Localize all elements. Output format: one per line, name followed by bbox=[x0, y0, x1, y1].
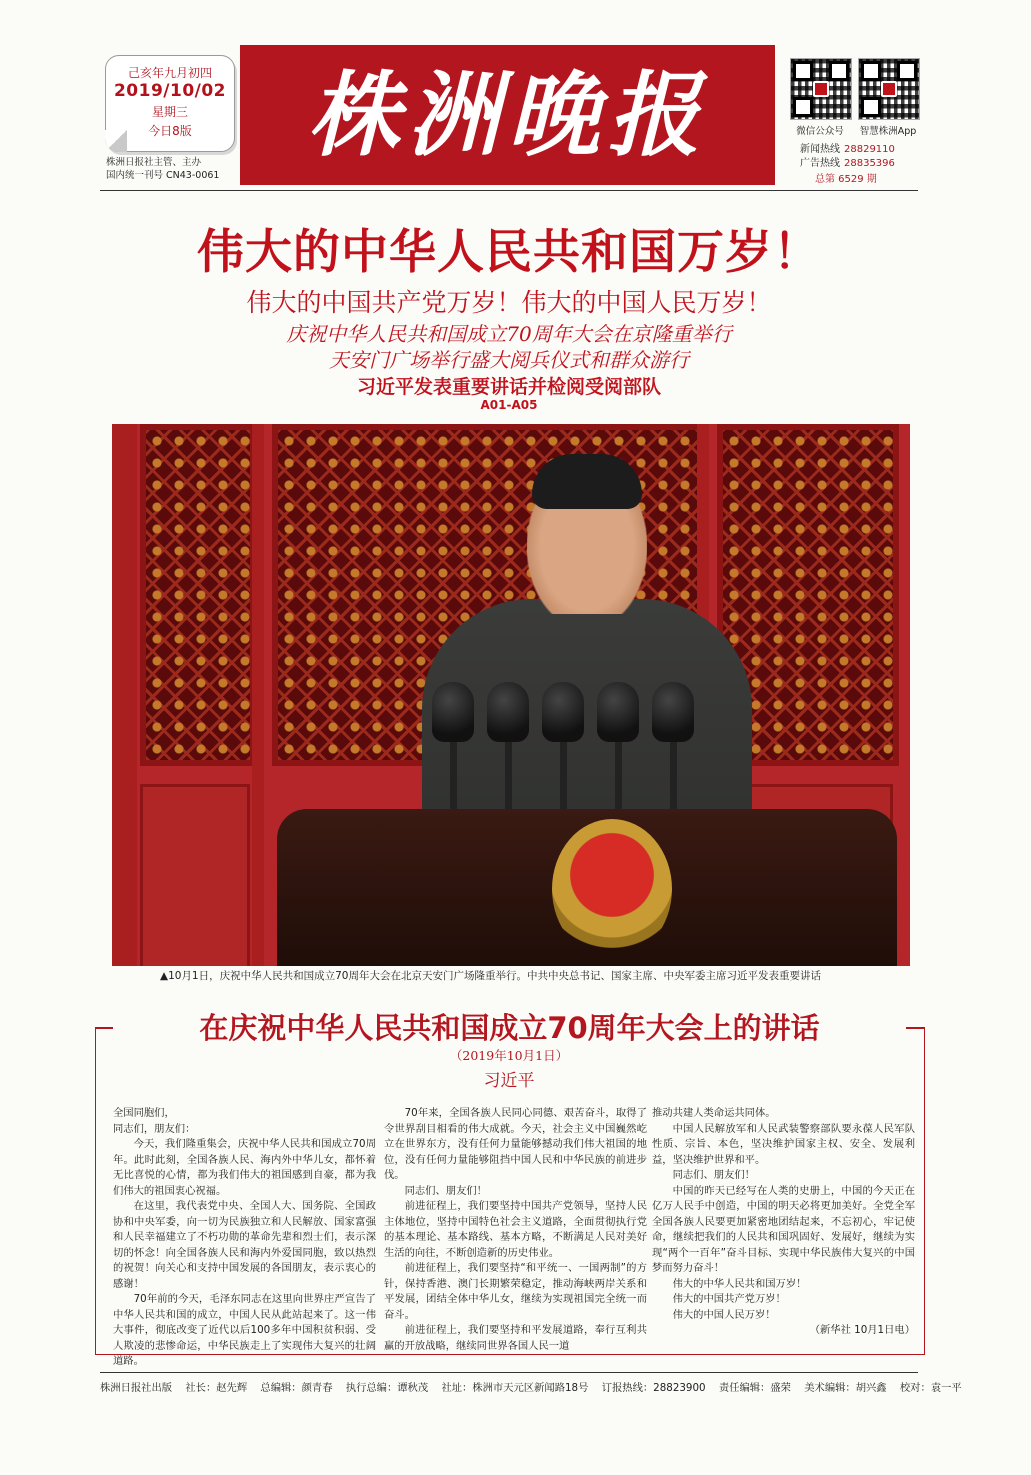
paragraph: 同志们、朋友们！ bbox=[672, 1169, 755, 1181]
speech-column-2 bbox=[384, 1106, 647, 1354]
footer-president: 社长：赵先辉 bbox=[185, 1382, 248, 1394]
paragraph: 同志们，朋友们： bbox=[113, 1122, 196, 1135]
paragraph: 今天，我们隆重集会，庆祝中华人民共和国成立70周年。此时此刻，全国各族人民、海内外中华儿女，都怀着无比喜悦的心情，都为我们伟大的祖国感到自豪，都为我们伟大的祖国衷心祝福。 bbox=[113, 1138, 376, 1197]
qr-app-label: 智慧株洲App bbox=[859, 126, 917, 137]
speech-column-1 bbox=[113, 1106, 376, 1370]
footer-subscription: 订报热线：28823900 bbox=[601, 1382, 706, 1394]
footer-credits bbox=[100, 1379, 972, 1394]
lead-photo bbox=[112, 424, 910, 966]
speech-date: （2019年10月1日） bbox=[449, 1048, 569, 1063]
subheadline-3: 天安门广场举行盛大阅兵仪式和群众游行 bbox=[329, 348, 689, 372]
edition-count: 今日8版 bbox=[148, 124, 192, 138]
news-agency-signoff: （新华社 10月1日电） bbox=[809, 1324, 915, 1336]
footer-proofreader: 校对：袁一平 bbox=[899, 1382, 962, 1394]
subheadline-1: 伟大的中国共产党万岁！伟大的中国人民万岁！ bbox=[246, 288, 772, 317]
lunar-date: 己亥年九月初四 bbox=[127, 66, 212, 80]
paragraph: 前进征程上，我们要坚持中国共产党领导，坚持人民主体地位，坚持中国特色社会主义道路，全面贯彻执行党的基本理论、基本路线、基本方略，不断满足人民对美好生活的向往，不断创造新的历史伟业。 bbox=[384, 1200, 647, 1259]
paragraph: 中国的昨天已经写在人类的史册上，中国的今天正在亿万人民手中创造，中国的明天必将更加美好。全党全军全国各族人民要更加紧密地团结起来，不忘初心，牢记使命，继续把我们的人民共和国巩固好、发展好，继续为实现“两个一百年”奋斗目标、实现中华民族伟大复兴的中国梦而努力奋斗！ bbox=[652, 1184, 915, 1274]
national-emblem-icon bbox=[552, 819, 672, 959]
date-box bbox=[105, 55, 235, 152]
ad-hotline-number: 28835396 bbox=[844, 158, 895, 169]
paragraph: 伟大的中华人民共和国万岁！ bbox=[672, 1277, 807, 1290]
ad-hotline-label: 广告热线 bbox=[800, 158, 840, 169]
footer-duty-editor: 责任编辑：盛荣 bbox=[718, 1382, 791, 1394]
speech-title: 在庆祝中华人民共和国成立70周年大会上的讲话 bbox=[113, 1006, 906, 1047]
paragraph: 前进征程上，我们要坚持和平发展道路，奉行互利共赢的开放战略，继续同世界各国人民一道 bbox=[384, 1324, 647, 1352]
publisher-info bbox=[106, 156, 219, 182]
footer-address: 社址：株洲市天元区新闻路18号 bbox=[441, 1382, 589, 1394]
paragraph: 中国人民解放军和人民武装警察部队要永葆人民军队性质、宗旨、本色，坚决维护国家主权、安全、发展利益，坚决维护世界和平。 bbox=[652, 1122, 915, 1166]
qr-code-icon[interactable] bbox=[858, 58, 920, 120]
paragraph: 70年来，全国各族人民同心同德、艰苦奋斗，取得了令世界刮目相看的伟大成就。今天，社会主义中国巍然屹立在世界东方，没有任何力量能够撼动我们伟大祖国的地位，没有任何力量能够阻挡中国人民和中华民族的前进步伐。 bbox=[384, 1107, 647, 1181]
masthead-divider bbox=[100, 190, 918, 191]
page-reference: A01-A05 bbox=[480, 398, 538, 412]
paragraph: 同志们、朋友们！ bbox=[404, 1184, 487, 1197]
publisher: 株洲日报社主管、主办 bbox=[106, 157, 202, 168]
subheadline-4: 习近平发表重要讲话并检阅受阅部队 bbox=[356, 376, 661, 398]
speech-author: 习近平 bbox=[483, 1071, 535, 1091]
newspaper-logo bbox=[240, 45, 775, 185]
weekday: 星期三 bbox=[151, 105, 188, 119]
qr-code-icon[interactable] bbox=[790, 58, 852, 120]
footer-exec-editor: 执行总编：谭秋茂 bbox=[345, 1382, 429, 1394]
news-hotline-label: 新闻热线 bbox=[800, 144, 840, 155]
subheadline-2: 庆祝中华人民共和国成立70周年大会在京隆重举行 bbox=[286, 322, 732, 346]
news-hotline-number: 28829110 bbox=[844, 144, 895, 155]
issue-number: 总第 6529 期 bbox=[815, 174, 877, 185]
footer-publisher: 株洲日报社出版 bbox=[100, 1382, 173, 1394]
paragraph: 伟大的中国共产党万岁！ bbox=[672, 1293, 786, 1305]
paragraph: 在这里，我代表党中央、全国人大、国务院、全国政协和中央军委，向一切为民族独立和人民解放、国家富强和人民幸福建立了不朽功勋的革命先辈和烈士们，表示深切的怀念！向全国各族人民和海内外爱国同胞，致以热烈的祝贺！向关心和支持中国发展的各国朋友，表示衷心的感谢！ bbox=[113, 1200, 376, 1290]
paragraph: 推动共建人类命运共同体。 bbox=[652, 1107, 776, 1119]
speech-column-3 bbox=[652, 1106, 915, 1339]
page-curl-icon bbox=[105, 130, 127, 152]
photo-caption: ▲10月1日，庆祝中华人民共和国成立70周年大会在北京天安门广场隆重举行。中共中央总书记、国家主席、中央军委主席习近平发表重要讲话 bbox=[160, 970, 821, 982]
footer-art-editor: 美术编辑：胡兴鑫 bbox=[804, 1382, 887, 1394]
main-headline: 伟大的中华人民共和国万岁！ bbox=[197, 225, 821, 280]
cn-number: 国内统一刊号 CN43-0061 bbox=[106, 170, 220, 181]
paragraph: 前进征程上，我们要坚持“和平统一、一国两制”的方针，保持香港、澳门长期繁荣稳定，推动海峡两岸关系和平发展，团结全体中华儿女，继续为实现祖国完全统一而奋斗。 bbox=[384, 1262, 647, 1321]
issue-date: 2019/10/02 bbox=[113, 81, 227, 101]
logo-text: 株洲晚报 bbox=[307, 61, 708, 169]
paragraph: 伟大的中国人民万岁！ bbox=[672, 1308, 776, 1321]
footer-editor-in-chief: 总编辑：颜青春 bbox=[260, 1382, 333, 1394]
news-hotline bbox=[800, 140, 895, 155]
paragraph: 全国同胞们， bbox=[113, 1107, 175, 1119]
qr-wechat-label: 微信公众号 bbox=[796, 126, 844, 137]
paragraph: 70年前的今天，毛泽东同志在这里向世界庄严宣告了中华人民共和国的成立，中国人民从此站起来了。这一伟大事件，彻底改变了近代以后100多年中国积贫积弱、受人欺凌的悲惨命运，中华民族走上了实现伟大复兴的壮阔道路。 bbox=[113, 1293, 376, 1367]
footer-divider bbox=[100, 1372, 918, 1373]
ad-hotline bbox=[800, 154, 895, 169]
